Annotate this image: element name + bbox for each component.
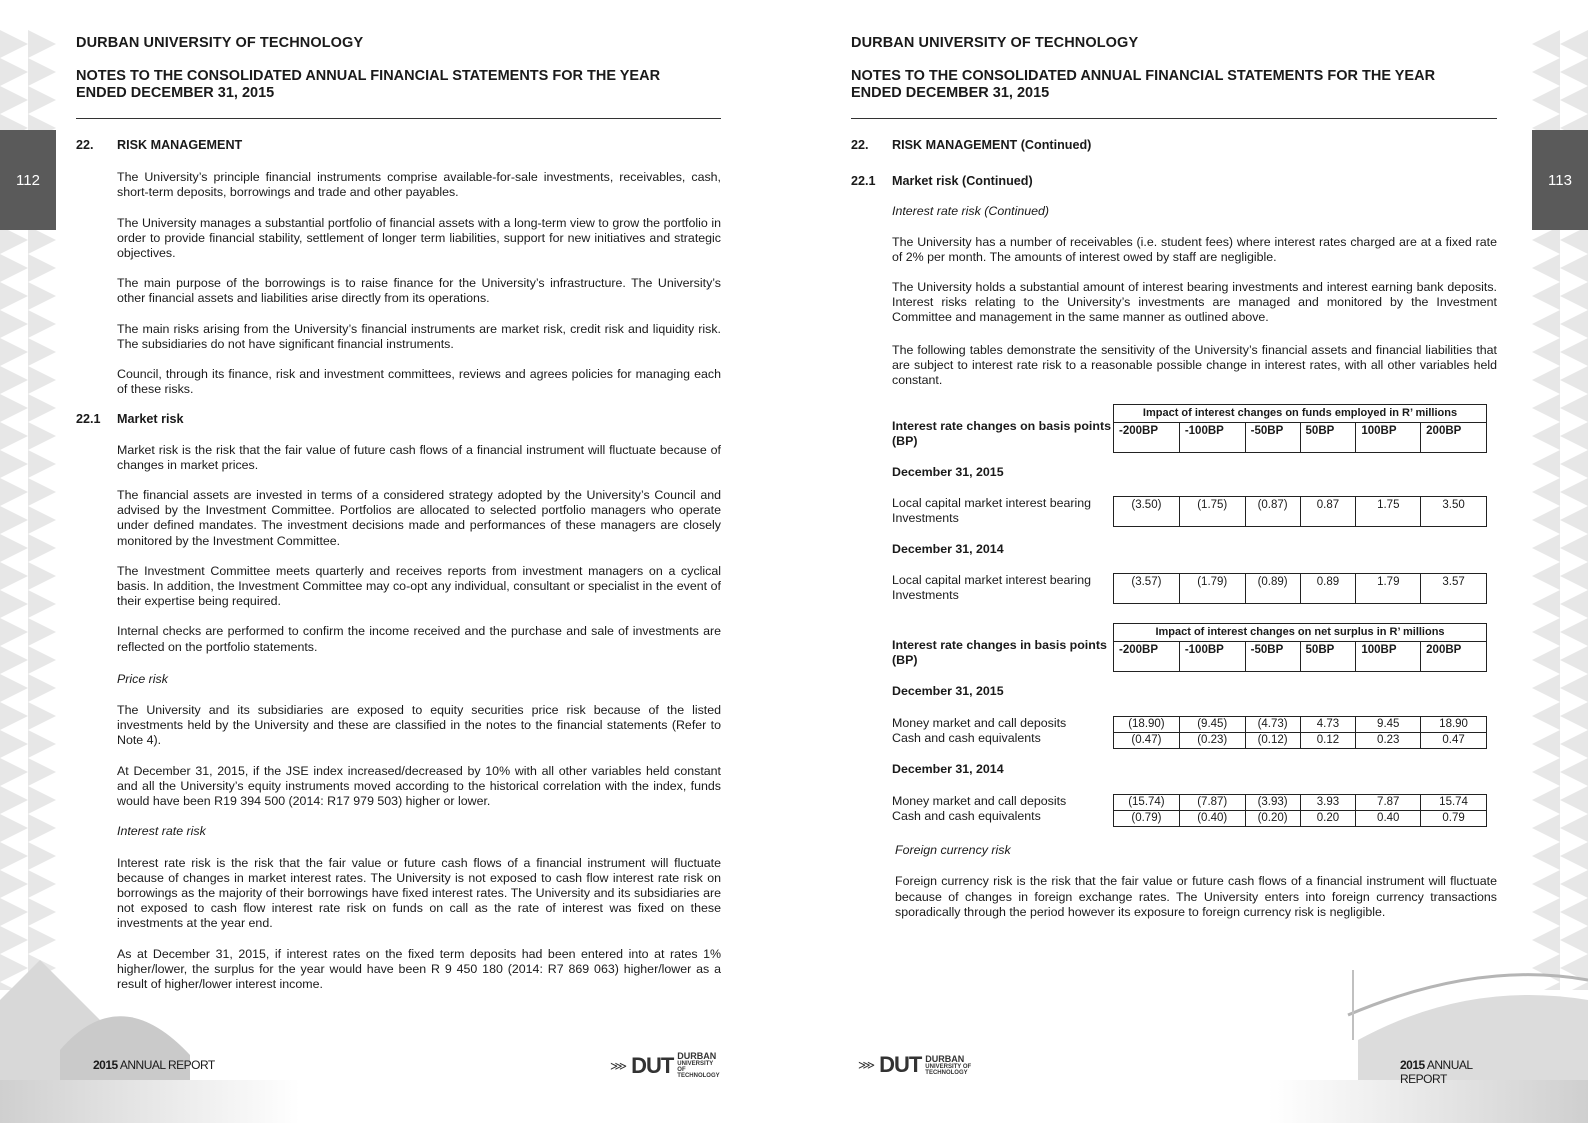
table-cell: 0.87 <box>1300 497 1356 527</box>
paragraph: At December 31, 2015, if the JSE index increased/decreased by 10% with all other variables held constant and all the University’s equity instruments moved according to the historical correlation with the index, funds would have been R19 394 500 (2014: R17 979 503) higher or lower. <box>117 763 721 809</box>
bp-header: 50BP <box>1300 642 1356 672</box>
paragraph: The University’s principle financial instruments comprise available-for-sale investments, receivables, cash, short-term deposits, borrowings and trade and other payables. <box>117 170 721 200</box>
logo-durban: DURBAN <box>925 1053 965 1064</box>
table-cell: (0.20) <box>1245 811 1300 827</box>
table-cell: (3.57) <box>1114 574 1180 604</box>
bp-header: -50BP <box>1245 642 1300 672</box>
bp-header: -100BP <box>1179 423 1245 453</box>
paragraph: The University and its subsidiaries are exposed to equity securities price risk because of the listed investments held by the University and these are classified in the notes to the financial statements (Refer to Note 4). <box>117 703 721 748</box>
bp-header: 50BP <box>1300 423 1356 453</box>
date-label-2015: December 31, 2015 <box>892 465 1004 480</box>
table-cell: (0.79) <box>1114 811 1180 827</box>
footer-label: ANNUAL REPORT <box>1400 1058 1473 1086</box>
table-row-2015 <box>1113 496 1487 527</box>
section-number: 22.1 <box>851 174 876 189</box>
bp-header: 100BP <box>1356 642 1421 672</box>
subheading-foreign-currency-risk: Foreign currency risk <box>895 843 1011 858</box>
section-221-heading <box>76 412 721 427</box>
table-caption: Impact of interest changes on funds employed in R’ millions <box>1114 405 1487 423</box>
table-cell: (9.45) <box>1179 717 1245 733</box>
right-body <box>851 138 1497 920</box>
net-surplus-sensitivity-table <box>892 623 1497 836</box>
paragraph: The Investment Committee meets quarterly and receives reports from investment managers on a cyclical basis. In addition, the Investment Committee may co-opt any individual, consultant or specialist in the event of their expertise being required. <box>117 563 721 609</box>
notes-title: NOTES TO THE CONSOLIDATED ANNUAL FINANCIAL STATEMENTS FOR THE YEAR ENDED DECEMBER 31, 2015 <box>76 68 661 101</box>
section-title: Market risk (Continued) <box>892 174 1033 189</box>
paragraph: The following tables demonstrate the sensitivity of the University’s financial assets and financial liabilities that are subject to interest rate risk to a reasonable possible change in interest rates, with all other variables held constant. <box>892 342 1497 388</box>
bp-header: 200BP <box>1421 642 1487 672</box>
table-cell: 3.50 <box>1421 497 1487 527</box>
row-label: Local capital market interest bearing Investments <box>892 496 1092 526</box>
section-number: 22.1 <box>76 412 101 427</box>
table-rows-2014 <box>1113 794 1487 827</box>
bp-header: -200BP <box>1114 642 1180 672</box>
left-page <box>76 0 721 1123</box>
table-cell: (0.87) <box>1245 497 1300 527</box>
header-rule <box>851 118 1497 119</box>
table-header <box>1113 404 1487 453</box>
left-body <box>76 138 721 992</box>
table-caption: Impact of interest changes on net surplus in R’ millions <box>1114 624 1487 642</box>
logo-line2: UNIVERSITY OF <box>677 1061 714 1073</box>
dut-logo <box>610 1052 721 1079</box>
table-cell: 3.57 <box>1421 574 1487 604</box>
table-cell: (0.12) <box>1245 733 1300 749</box>
header-rule <box>76 118 721 119</box>
table-cell: (0.47) <box>1114 733 1180 749</box>
page-number-right: 113 <box>1532 130 1588 230</box>
paragraph: The University has a number of receivables (i.e. student fees) where interest rates charged are at a fixed rate of 2% per month. The amounts of interest owed by staff are negligible. <box>892 234 1497 264</box>
section-22-heading <box>76 138 721 153</box>
paragraph: The main risks arising from the University’s financial instruments are market risk, credit risk and liquidity risk. The subsidiaries do not have significant financial instruments. <box>117 321 721 351</box>
footer-year: 2015 <box>93 1058 118 1072</box>
notes-title: NOTES TO THE CONSOLIDATED ANNUAL FINANCIAL STATEMENTS FOR THE YEAR ENDED DECEMBER 31, 2015 <box>851 68 1436 101</box>
subheading-interest-rate-risk-continued: Interest rate risk (Continued) <box>892 204 1050 219</box>
subheading-price-risk: Price risk <box>117 671 168 686</box>
table-cell: (1.79) <box>1179 574 1245 604</box>
section-22-heading <box>851 138 1497 153</box>
table-cell: (3.50) <box>1114 497 1180 527</box>
university-name: DURBAN UNIVERSITY OF TECHNOLOGY <box>851 35 1139 51</box>
logo-dut: DUT <box>631 1052 674 1078</box>
logo-subtitle <box>677 1052 721 1079</box>
paragraph: Internal checks are performed to confirm the income received and the purchase and sale of investments are reflected on the portfolio statements. <box>117 624 721 654</box>
table-cell: (4.73) <box>1245 717 1300 733</box>
section-title: RISK MANAGEMENT <box>117 138 243 152</box>
table-cell: (0.89) <box>1245 574 1300 604</box>
table-cell: 4.73 <box>1300 717 1356 733</box>
paragraph: Council, through its finance, risk and investment committees, reviews and agrees policies for managing each of these risks. <box>117 367 721 397</box>
logo-durban: DURBAN <box>677 1051 717 1061</box>
table-cell: (18.90) <box>1114 717 1180 733</box>
paragraph: As at December 31, 2015, if interest rates on the fixed term deposits had been entered into at rates 1% higher/lower, the surplus for the year would have been R 9 450 180 (2014: R7 869 063) higher/lower as a result of higher/lower interest income. <box>117 946 721 991</box>
subheading-interest-rate-risk: Interest rate risk <box>117 824 206 839</box>
bp-header: -100BP <box>1179 642 1245 672</box>
table-cell: 15.74 <box>1421 795 1487 811</box>
row-label: Cash and cash equivalents <box>892 809 1041 824</box>
paragraph: Interest rate risk is the risk that the fair value or future cash flows of a financial instrument will fluctuate because of changes in market interest rates. The University is not exposed to cash flow interest rate risk on borrowings as the majority of their borrowings have fixed interest rates. The University and its subsidiaries are not exposed to cash flow interest rate risk on funds on call as the rate of interest was fixed on these investments at the year end. <box>117 855 721 931</box>
table-cell: 0.89 <box>1300 574 1356 604</box>
section-221-heading <box>851 174 1497 189</box>
paragraph: Foreign currency risk is the risk that the fair value or future cash flows of a financial instrument will fluctuate because of changes in foreign exchange rates. The University enters into foreign currency transactions sporadically through the period however its exposure to foreign currency risk is negligible. <box>895 874 1497 919</box>
table-cell: 1.75 <box>1356 497 1421 527</box>
bp-header: -50BP <box>1245 423 1300 453</box>
table-rows-2015 <box>1113 716 1487 749</box>
paragraph: The main purpose of the borrowings is to raise finance for the University’s infrastructure. The University’s other financial assets and liabilities arise directly from its operations. <box>117 276 721 306</box>
footer-annual-report <box>1400 1058 1497 1086</box>
table-header <box>1113 623 1487 672</box>
date-label-2015: December 31, 2015 <box>892 684 1004 699</box>
bp-header: 100BP <box>1356 423 1421 453</box>
table-cell: (3.93) <box>1245 795 1300 811</box>
paragraph: The University holds a substantial amount of interest bearing investments and interest earning bank deposits. Interest risks relating to the University’s investments are managed and monitored by the Investment Committee and management in the same manner as outlined above. <box>892 280 1497 325</box>
dut-logo <box>858 1052 971 1078</box>
date-label-2014: December 31, 2014 <box>892 542 1004 557</box>
row-label: Interest rate changes in basis points (BP) <box>892 638 1107 668</box>
university-name: DURBAN UNIVERSITY OF TECHNOLOGY <box>76 35 364 51</box>
table-cell: 0.20 <box>1300 811 1356 827</box>
right-page <box>851 0 1497 1123</box>
table-cell: 3.93 <box>1300 795 1356 811</box>
funds-employed-sensitivity-table <box>892 404 1497 609</box>
table-cell: (0.40) <box>1179 811 1245 827</box>
table-cell: 7.87 <box>1356 795 1421 811</box>
footer-year: 2015 <box>1400 1058 1425 1072</box>
row-label: Local capital market interest bearing Investments <box>892 573 1092 603</box>
dut-mark-icon: ⋙ <box>610 1058 628 1073</box>
bp-header: -200BP <box>1114 423 1180 453</box>
table-row-2014 <box>1113 573 1487 604</box>
bp-header: 200BP <box>1421 423 1487 453</box>
date-label-2014: December 31, 2014 <box>892 762 1004 777</box>
table-cell: 9.45 <box>1356 717 1421 733</box>
row-label: Money market and call deposits <box>892 794 1067 809</box>
row-label: Cash and cash equivalents <box>892 731 1041 746</box>
table-cell: 0.79 <box>1421 811 1487 827</box>
section-title: RISK MANAGEMENT (Continued) <box>892 138 1092 152</box>
logo-line2: UNIVERSITY OF <box>925 1063 972 1070</box>
section-title: Market risk <box>117 412 184 427</box>
logo-line3: TECHNOLOGY <box>677 1073 720 1079</box>
table-cell: 18.90 <box>1421 717 1487 733</box>
section-number: 22. <box>76 138 94 152</box>
table-cell: (0.23) <box>1179 733 1245 749</box>
paragraph: The University manages a substantial portfolio of financial assets with a long-term view to grow the portfolio in order to provide financial stability, settlement of longer term liabilities, support for new initiatives and strategic objectives. <box>117 215 721 261</box>
section-number: 22. <box>851 138 869 152</box>
row-label: Interest rate changes on basis points (BP) <box>892 419 1111 449</box>
table-cell: 1.79 <box>1356 574 1421 604</box>
paragraph: Market risk is the risk that the fair value of future cash flows of a financial instrument will fluctuate because of changes in market prices. <box>117 442 721 472</box>
table-cell: 0.47 <box>1421 733 1487 749</box>
logo-line3: TECHNOLOGY <box>925 1069 968 1076</box>
footer-label: ANNUAL REPORT <box>119 1058 215 1072</box>
paragraph: The financial assets are invested in terms of a considered strategy adopted by the University’s Council and advised by the Investment Committee. Portfolios are allocated to selected portfolio managers who operate under defined mandates. The investment decisions made and performances of these managers are closely monitored by the Investment Committee. <box>117 488 721 548</box>
logo-subtitle <box>925 1055 971 1076</box>
row-label: Money market and call deposits <box>892 716 1067 731</box>
footer-annual-report <box>93 1058 215 1072</box>
table-cell: (15.74) <box>1114 795 1180 811</box>
dut-mark-icon: ⋙ <box>858 1058 876 1072</box>
table-cell: 0.40 <box>1356 811 1421 827</box>
logo-dut: DUT <box>879 1052 922 1077</box>
table-cell: 0.12 <box>1300 733 1356 749</box>
table-cell: (7.87) <box>1179 795 1245 811</box>
table-cell: 0.23 <box>1356 733 1421 749</box>
page-number-left: 112 <box>0 130 56 230</box>
table-cell: (1.75) <box>1179 497 1245 527</box>
